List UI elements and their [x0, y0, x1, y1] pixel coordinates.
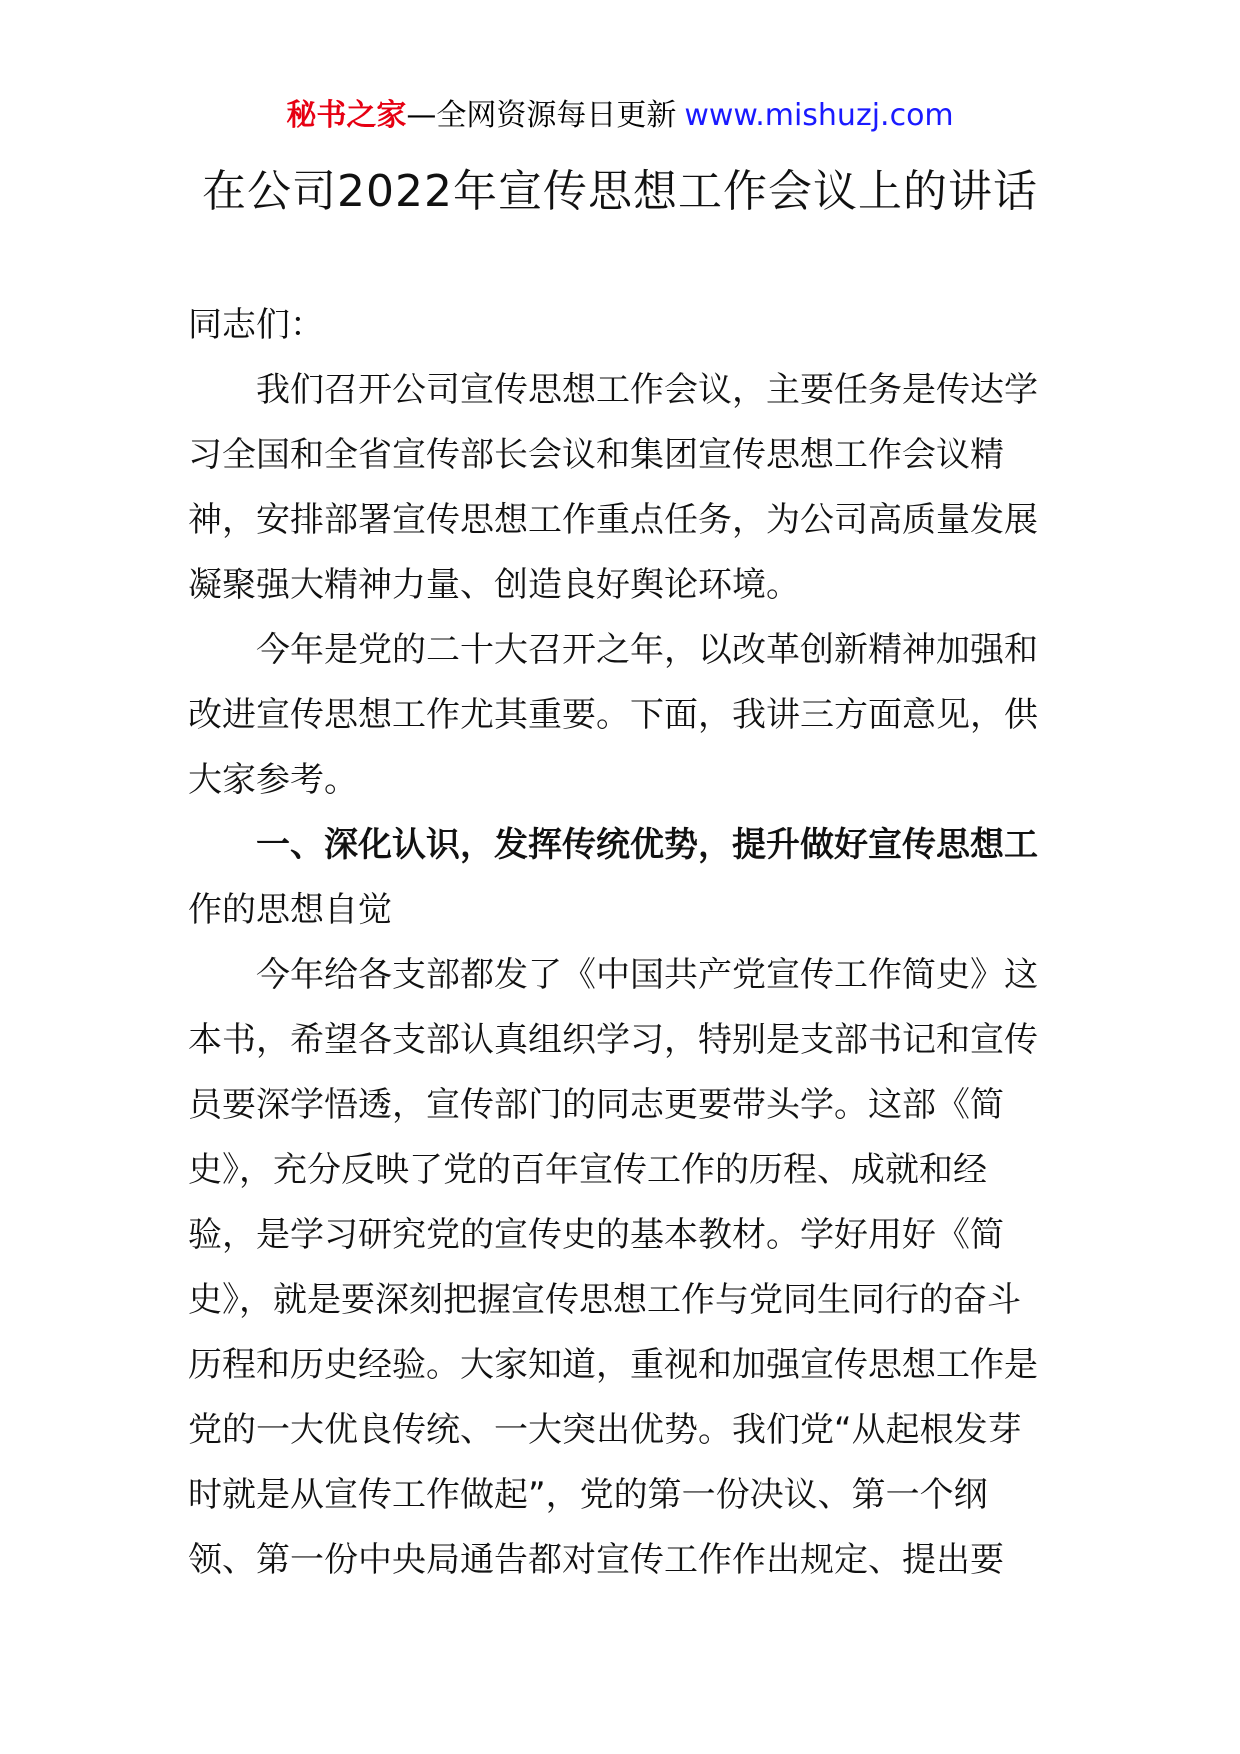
- section-heading: 一、深化认识，发挥传统优势，提升做好宣传思想工: [256, 825, 1038, 865]
- document-body: [188, 293, 1058, 1593]
- paragraph-line: 改进宣传思想工作尤其重要。下面，我讲三方面意见，供: [188, 695, 1038, 735]
- paragraph-line: 本书，希望各支部认真组织学习，特别是支部书记和宣传: [188, 1020, 1038, 1060]
- paragraph-line: 习全国和全省宣传部长会议和集团宣传思想工作会议精: [188, 435, 1004, 475]
- paragraph-line: 凝聚强大精神力量、创造良好舆论环境。: [188, 565, 800, 605]
- header-tagline: —全网资源每日更新: [406, 98, 677, 133]
- paragraph-line: 验，是学习研究党的宣传史的基本教材。学好用好《简: [188, 1215, 1004, 1255]
- section-heading-continued: 作的思想自觉: [188, 890, 392, 930]
- paragraph-line: 史》，充分反映了党的百年宣传工作的历程、成就和经: [188, 1150, 987, 1190]
- salutation: 同志们：: [188, 305, 324, 345]
- paragraph-line: 史》，就是要深刻把握宣传思想工作与党同生同行的奋斗: [188, 1280, 1021, 1320]
- brand-name: 秘书之家: [286, 98, 407, 133]
- paragraph-line: 神，安排部署宣传思想工作重点任务，为公司高质量发展: [188, 500, 1038, 540]
- paragraph-line: 今年给各支部都发了《中国共产党宣传工作简史》这: [256, 955, 1038, 995]
- paragraph-line: 今年是党的二十大召开之年，以改革创新精神加强和: [256, 630, 1038, 670]
- paragraph-line: 党的一大优良传统、一大突出优势。我们党“从起根发芽: [188, 1410, 1022, 1450]
- watermark-header: [0, 96, 1240, 136]
- paragraph-line: 领、第一份中央局通告都对宣传工作作出规定、提出要: [188, 1540, 1004, 1580]
- paragraph-line: 员要深学悟透，宣传部门的同志更要带头学。这部《简: [188, 1085, 1004, 1125]
- paragraph-line: 大家参考。: [188, 760, 358, 800]
- document-title: 在公司2022年宣传思想工作会议上的讲话: [202, 166, 1038, 217]
- website-link[interactable]: www.mishuzj.com: [684, 98, 954, 133]
- paragraph-line: 历程和历史经验。大家知道，重视和加强宣传思想工作是: [188, 1345, 1038, 1385]
- paragraph-line: 我们召开公司宣传思想工作会议，主要任务是传达学: [256, 370, 1038, 410]
- paragraph-line: 时就是从宣传工作做起”，党的第一份决议、第一个纲: [188, 1475, 988, 1515]
